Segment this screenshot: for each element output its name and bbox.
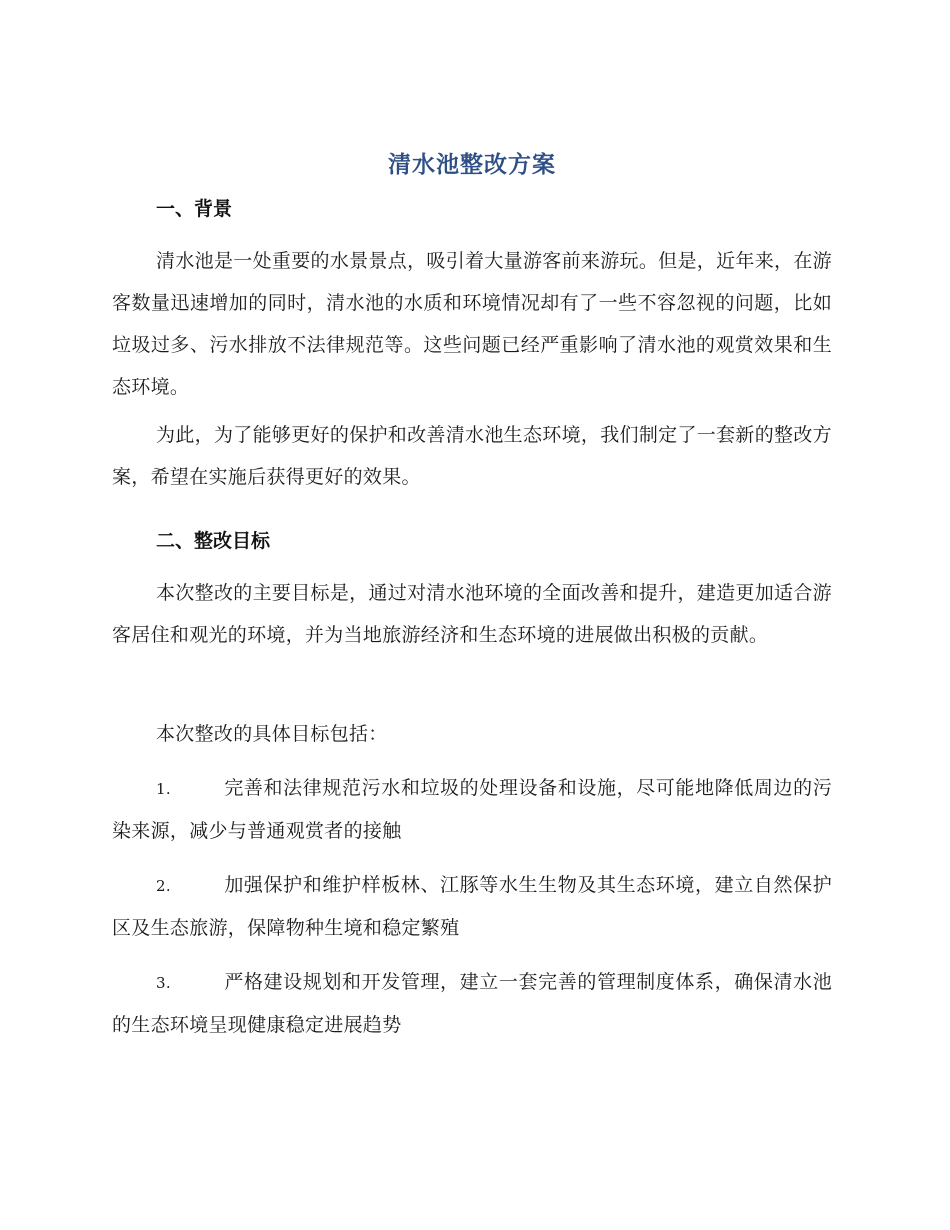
goals-paragraph-1: 本次整改的主要目标是，通过对清水池环境的全面改善和提升，建造更加适合游客居住和观光的环境，并为当地旅游经济和生态环境的进展做出积极的贡献。	[112, 582, 832, 646]
goals-paragraph-2: 本次整改的具体目标包括：	[156, 723, 388, 745]
background-paragraph-1: 清水池是一处重要的水景景点，吸引着大量游客前来游玩。但是，近年来，在游客数量迅速增加的同时，清水池的水质和环境情况却有了一些不容忽视的问题，比如垃圾过多、污水排放不法律规范等。这些问题已经严重影响了清水池的观赏效果和生态环境。	[112, 250, 832, 398]
document-title: 清水池整改方案	[388, 152, 556, 178]
section-heading-goals: 二、整改目标	[156, 530, 271, 552]
list-item-number: 2.	[156, 877, 171, 895]
goal-list-item-1	[112, 767, 832, 852]
list-item-text: 完善和法律规范污水和垃圾的处理设备和设施，尽可能地降低周边的污染来源，减少与普通观赏者的接触	[112, 777, 832, 842]
list-item-number: 1.	[156, 780, 171, 798]
background-paragraph-2: 为此，为了能够更好的保护和改善清水池生态环境，我们制定了一套新的整改方案，希望在实施后获得更好的效果。	[112, 424, 832, 488]
goal-list-item-3	[112, 961, 832, 1046]
goal-list-item-2	[112, 864, 832, 949]
list-item-text: 加强保护和维护样板林、江豚等水生生物及其生态环境，建立自然保护区及生态旅游，保障物种生境和稳定繁殖	[112, 874, 832, 939]
section-heading-background: 一、背景	[156, 198, 233, 220]
list-item-text: 严格建设规划和开发管理，建立一套完善的管理制度体系，确保清水池的生态环境呈现健康稳定进展趋势	[112, 971, 832, 1036]
list-item-number: 3.	[156, 974, 171, 992]
